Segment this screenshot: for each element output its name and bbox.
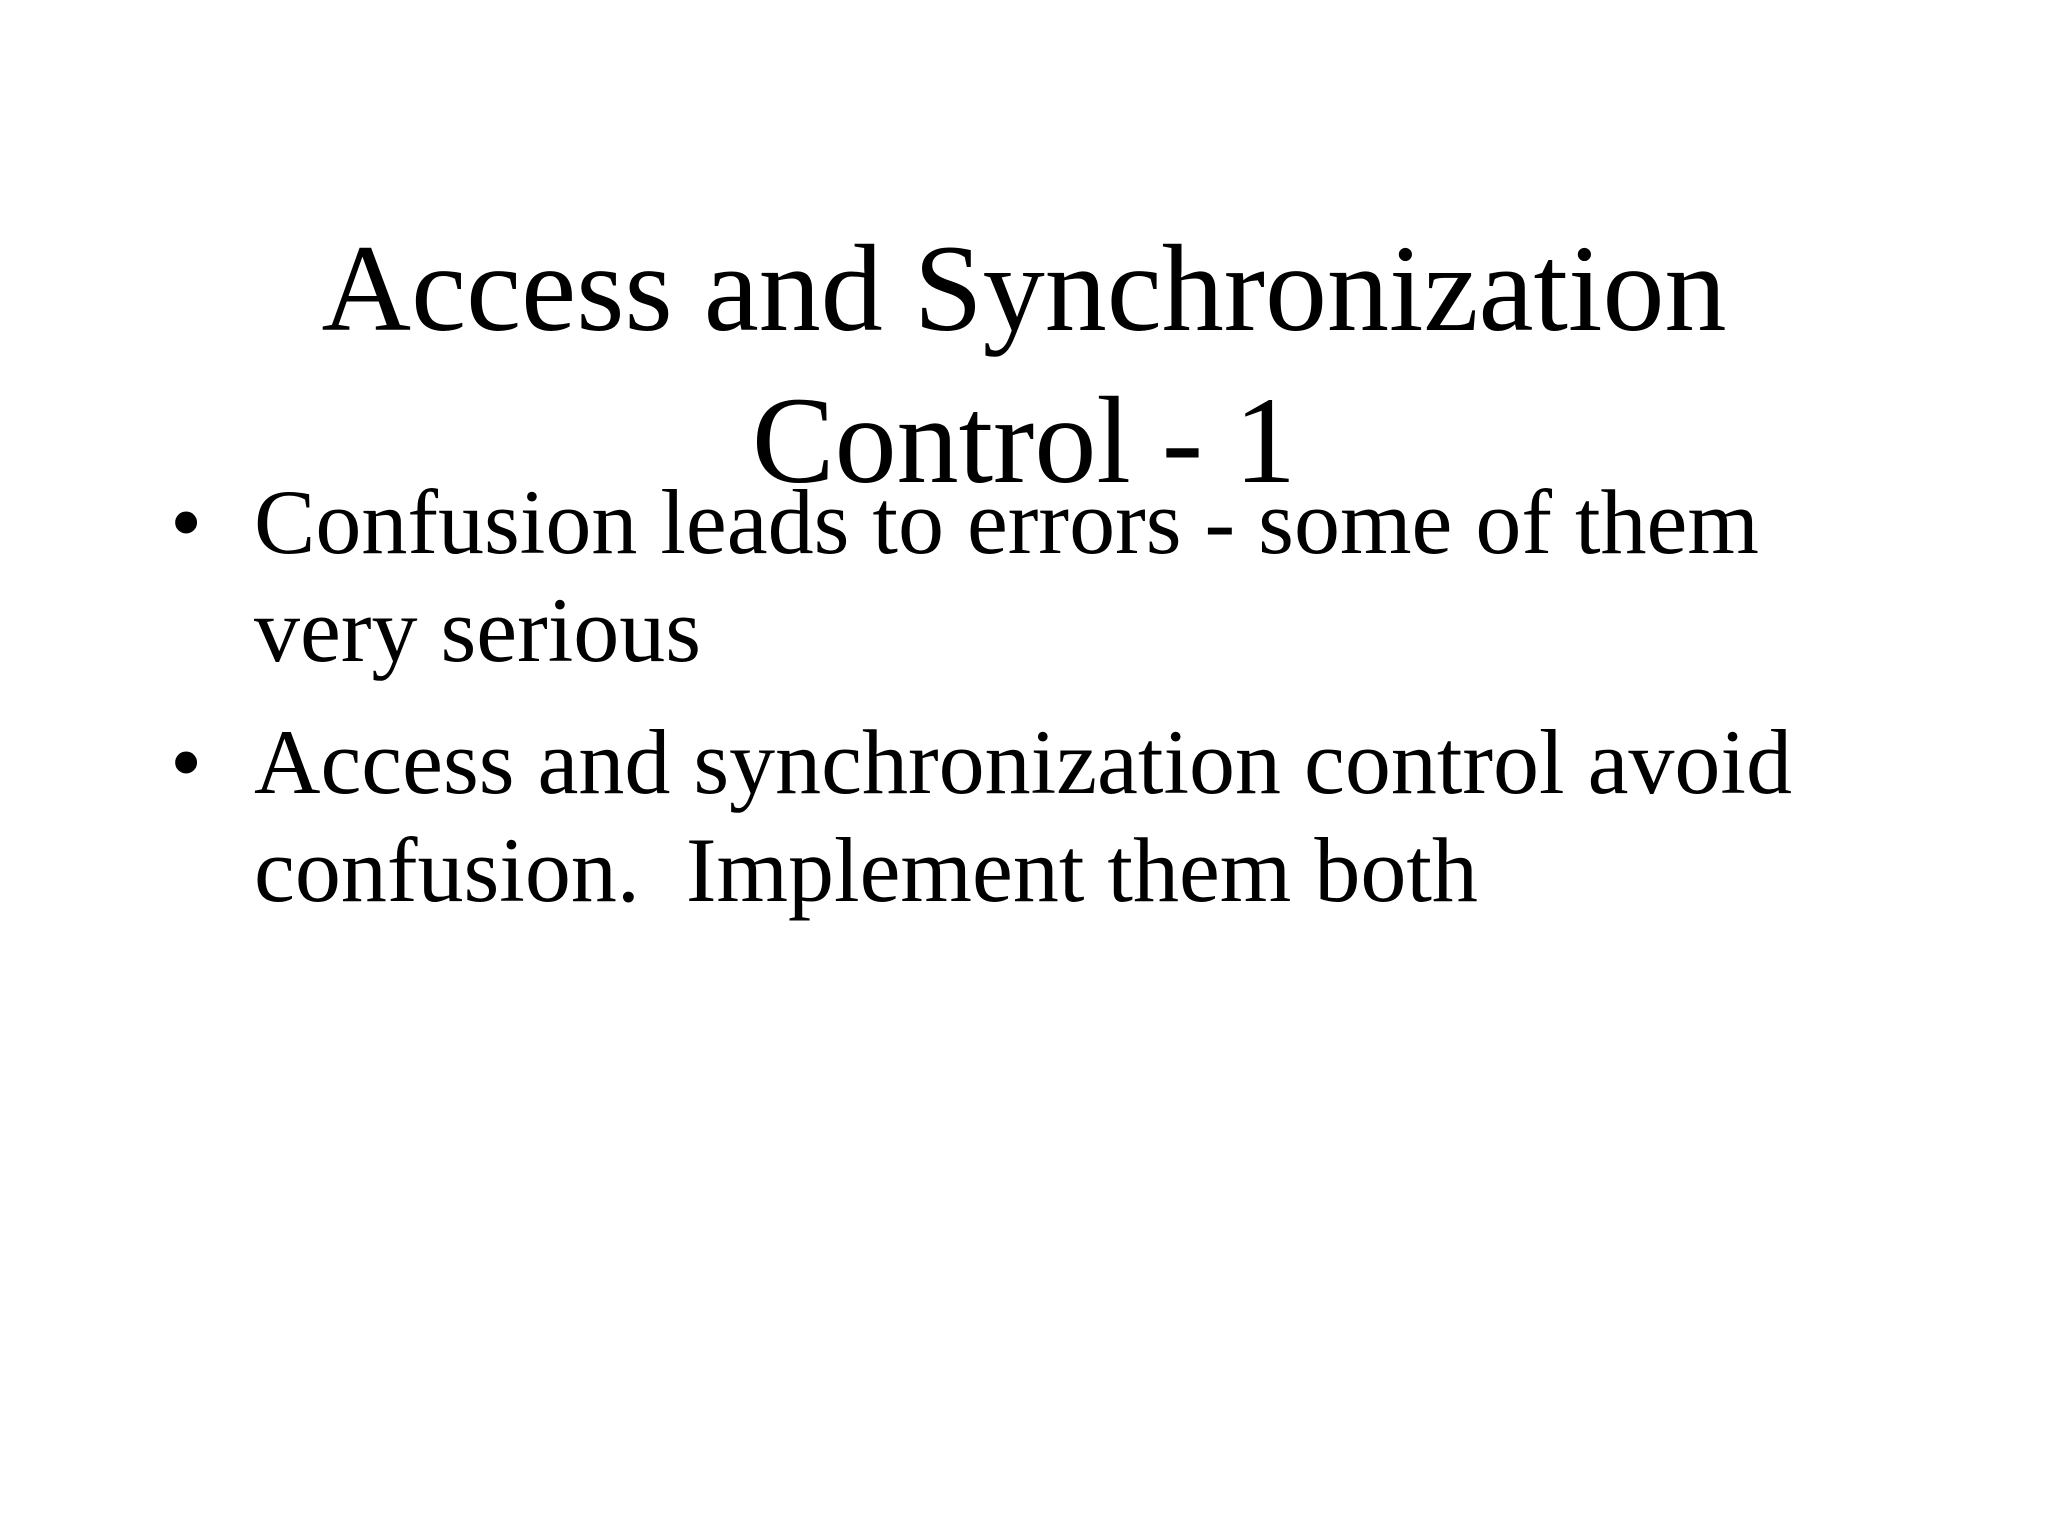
slide-title-line-2: Control - 1 — [751, 372, 1297, 510]
slide-title-line-1: Access and Synchronization — [321, 220, 1727, 358]
bullet-item-1 — [170, 468, 1890, 684]
bullet-2-line-1: Access and synchronization control avoid — [254, 711, 1792, 813]
bullet-1-line-1: Confusion leads to errors - some of them — [254, 471, 1759, 573]
bullet-list — [170, 468, 1890, 948]
bullet-dot-icon: • — [170, 711, 203, 813]
bullet-dot-icon: • — [170, 471, 203, 573]
bullet-item-2 — [170, 708, 1890, 924]
bullet-2-line-2: confusion. Implement them both — [254, 819, 1478, 921]
bullet-1-line-2: very serious — [254, 579, 702, 681]
